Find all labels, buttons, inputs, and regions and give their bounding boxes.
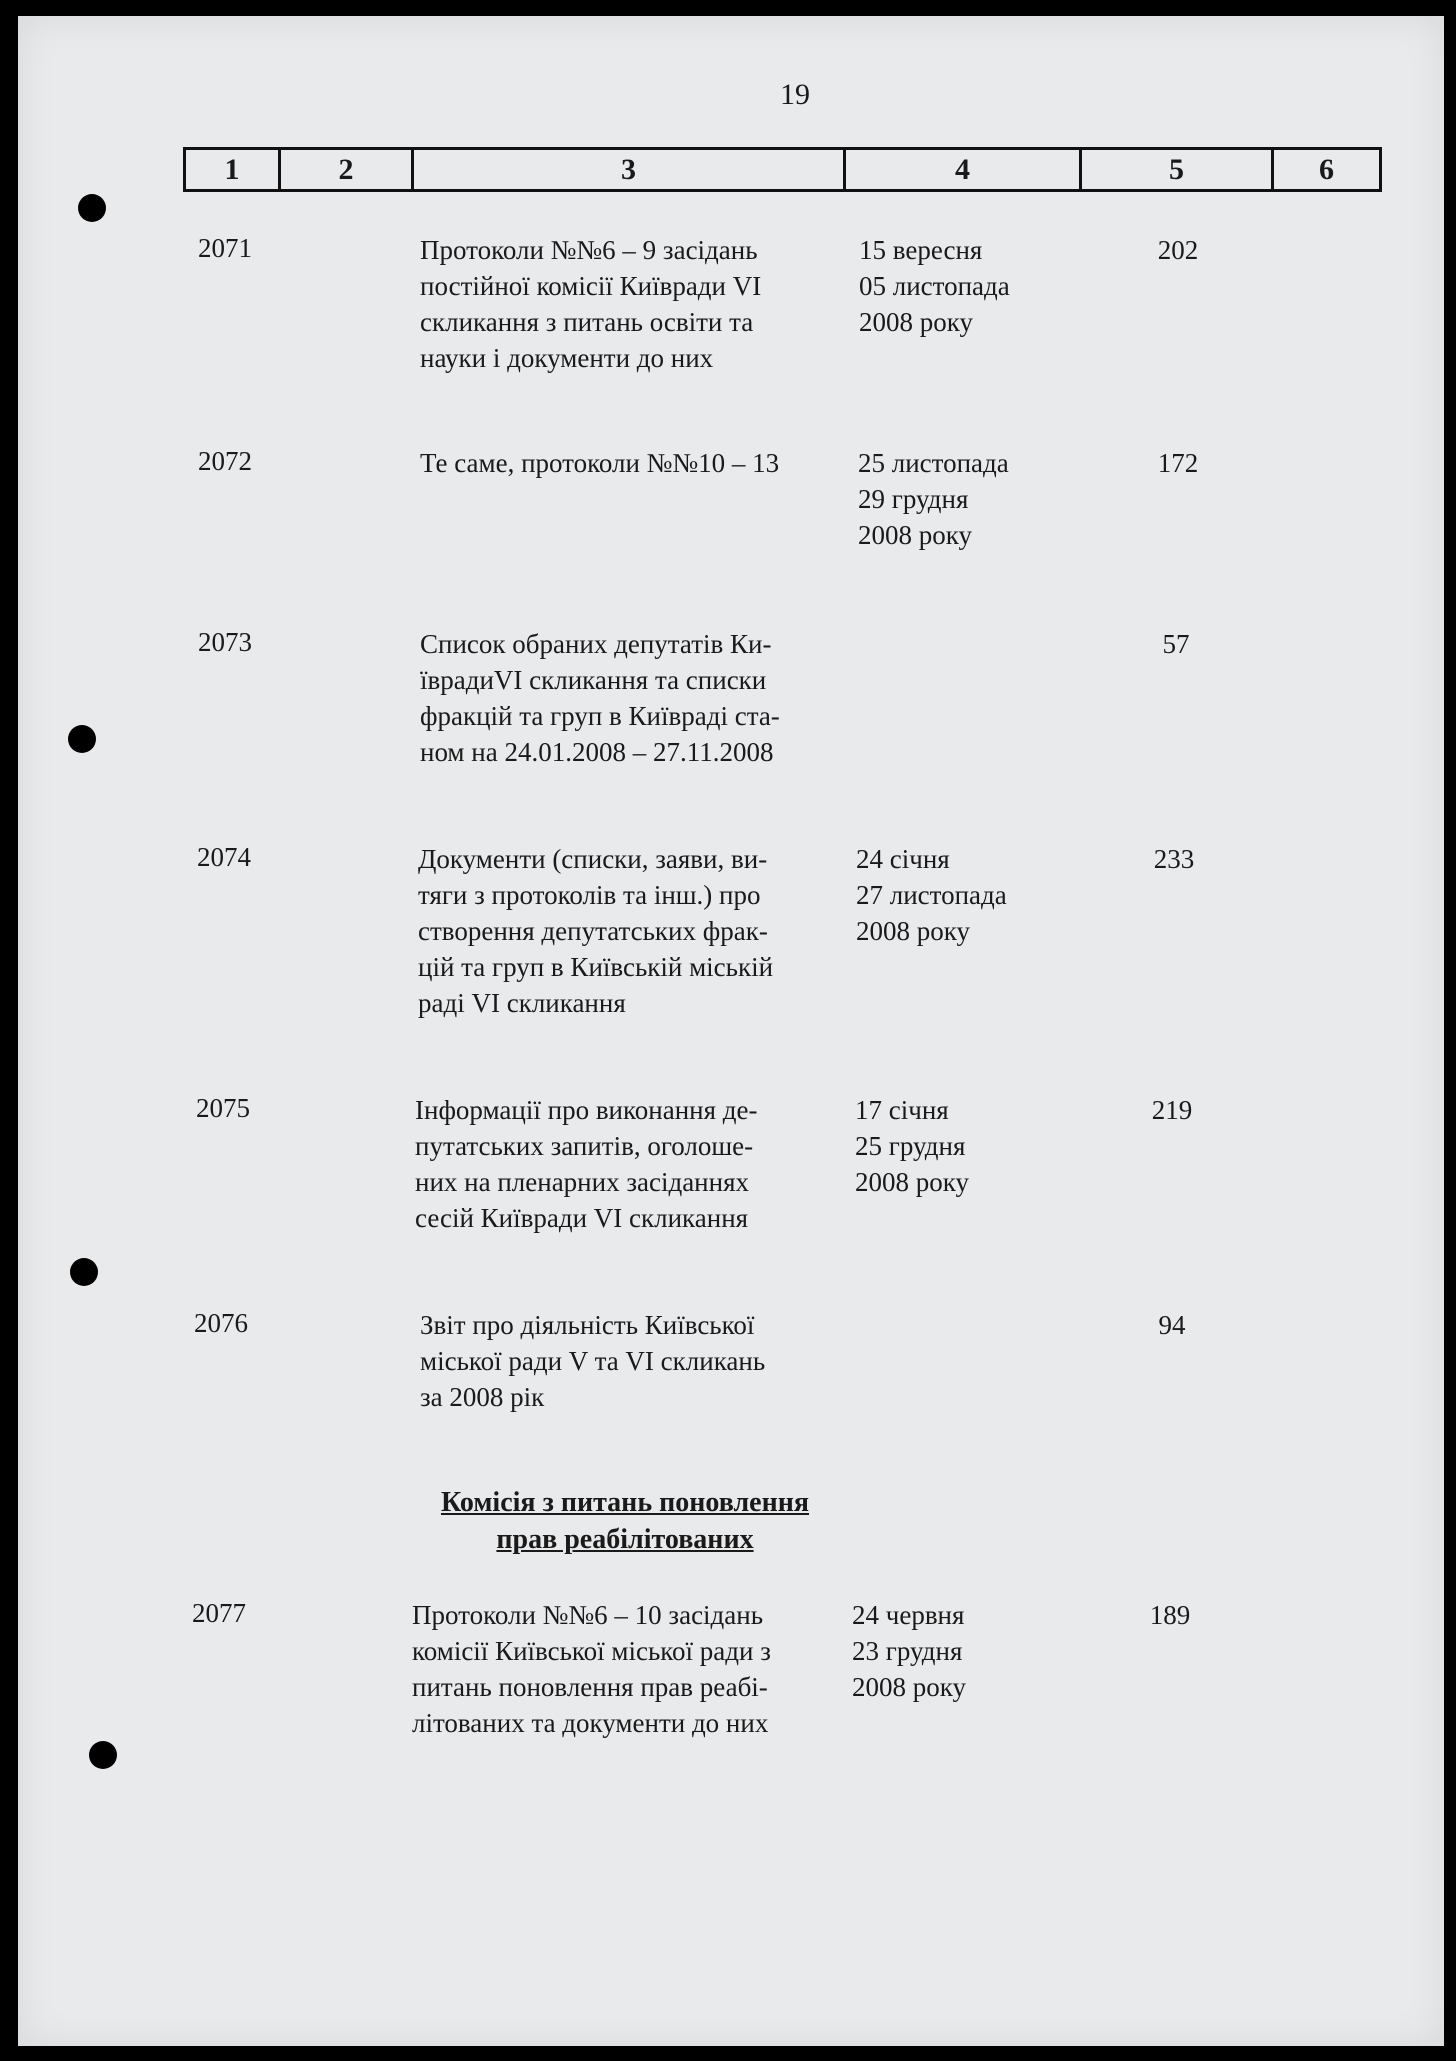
- row-dates: [858, 445, 1078, 553]
- row-date-line: 2008 року: [859, 307, 973, 337]
- row-number: 2074: [197, 842, 251, 872]
- row-title-line: міської ради V та VI скликань: [420, 1346, 766, 1376]
- row-title-line: постійної комісії Київради VI: [420, 271, 762, 301]
- row-title-line: тяги з протоколів та інш.) про: [418, 880, 761, 910]
- row-title-line: цій та груп в Київській міській: [418, 952, 774, 982]
- row-dates: [859, 232, 1079, 340]
- row-title: [420, 232, 850, 376]
- row-title-line: науки і документи до них: [420, 343, 714, 373]
- row-date-line: 25 грудня: [855, 1131, 966, 1161]
- row-dates: [855, 1092, 1075, 1200]
- row-date-line: 17 січня: [855, 1095, 949, 1125]
- row-number: 2072: [198, 446, 252, 476]
- row-number: 2076: [194, 1308, 248, 1338]
- row-date-line: 25 листопада: [858, 448, 1009, 478]
- row-title-line: сесій Київради VI скликання: [415, 1203, 749, 1233]
- row-date-line: 2008 року: [858, 520, 972, 550]
- column-header-2: 2: [281, 150, 414, 189]
- row-title-line: ном на 24.01.2008 – 27.11.2008: [420, 737, 774, 767]
- row-sheet-count: 57: [1162, 629, 1190, 659]
- row-dates: [856, 841, 1076, 949]
- row-sheet-count: 172: [1157, 448, 1199, 478]
- row-number: 2077: [192, 1598, 246, 1628]
- row-title: [418, 841, 848, 1021]
- row-title-line: путатських запитів, оголоше-: [415, 1131, 754, 1161]
- row-date-line: 29 грудня: [858, 484, 969, 514]
- row-title-line: Документи (списки, заяви, ви-: [418, 844, 768, 874]
- row-title-line: комісії Київської міської ради з: [412, 1636, 771, 1666]
- section-heading: [405, 1484, 845, 1558]
- row-title: [420, 626, 850, 770]
- row-title-line: їврадиVI скликання та списки: [420, 665, 767, 695]
- row-date-line: 24 січня: [856, 844, 950, 874]
- row-title-line: питань поновлення прав реабі-: [412, 1672, 768, 1702]
- row-title-line: Протоколи №№6 – 10 засідань: [412, 1600, 764, 1630]
- row-sheet-count: 219: [1151, 1095, 1193, 1125]
- row-title-line: Те саме, протоколи №№10 – 13: [420, 448, 780, 478]
- column-header-6: 6: [1319, 152, 1334, 186]
- section-heading-line: прав реабілітованих: [496, 1524, 754, 1555]
- row-sheet-count: 202: [1157, 235, 1199, 265]
- row-number: 2071: [198, 233, 252, 263]
- column-header-4: 4: [846, 150, 1082, 189]
- row-title: [420, 1307, 850, 1415]
- row-title-line: них на пленарних засіданнях: [415, 1167, 749, 1197]
- section-heading-line: Комісія з питань поновлення: [440, 1487, 809, 1518]
- column-header-1: 1: [186, 150, 281, 189]
- binder-hole-3: [70, 1258, 98, 1286]
- row-title-line: Список обраних депутатів Ки-: [420, 629, 772, 659]
- row-title: [412, 1597, 842, 1741]
- row-date-line: 23 грудня: [852, 1636, 963, 1666]
- row-sheet-count: 189: [1149, 1600, 1191, 1630]
- row-title-line: Звіт про діяльність Київської: [420, 1310, 755, 1340]
- binder-hole-1: [78, 194, 106, 222]
- row-title-line: фракцій та груп в Київраді ста-: [420, 701, 780, 731]
- row-date-line: 2008 року: [852, 1672, 966, 1702]
- column-header-table: [183, 147, 1382, 192]
- row-date-line: 2008 року: [855, 1167, 969, 1197]
- row-title-line: Протоколи №№6 – 9 засідань: [420, 235, 758, 265]
- row-title-line: створення депутатських фрак-: [418, 916, 768, 946]
- binder-hole-4: [89, 1741, 117, 1769]
- row-number: 2075: [196, 1093, 250, 1123]
- row-title-line: за 2008 рік: [420, 1382, 545, 1412]
- row-date-line: 24 червня: [852, 1600, 965, 1630]
- row-number: 2073: [198, 627, 252, 657]
- row-title-line: Інформації про виконання де-: [415, 1095, 758, 1125]
- row-date-line: 2008 року: [856, 916, 970, 946]
- row-sheet-count: 233: [1153, 844, 1195, 874]
- row-dates: [852, 1597, 1072, 1705]
- row-title-line: скликання з питань освіти та: [420, 307, 754, 337]
- row-sheet-count: 94: [1158, 1310, 1186, 1340]
- row-title: [420, 445, 850, 481]
- column-header-5: 5: [1082, 150, 1274, 189]
- row-date-line: 27 листопада: [856, 880, 1007, 910]
- row-date-line: 05 листопада: [859, 271, 1010, 301]
- binder-hole-2: [68, 725, 96, 753]
- column-header-3: 3: [414, 150, 846, 189]
- row-date-line: 15 вересня: [859, 235, 983, 265]
- page-number: 19: [780, 78, 810, 111]
- row-title-line: літованих та документи до них: [412, 1708, 769, 1738]
- row-title-line: раді VI скликання: [418, 988, 626, 1018]
- row-title: [415, 1092, 845, 1236]
